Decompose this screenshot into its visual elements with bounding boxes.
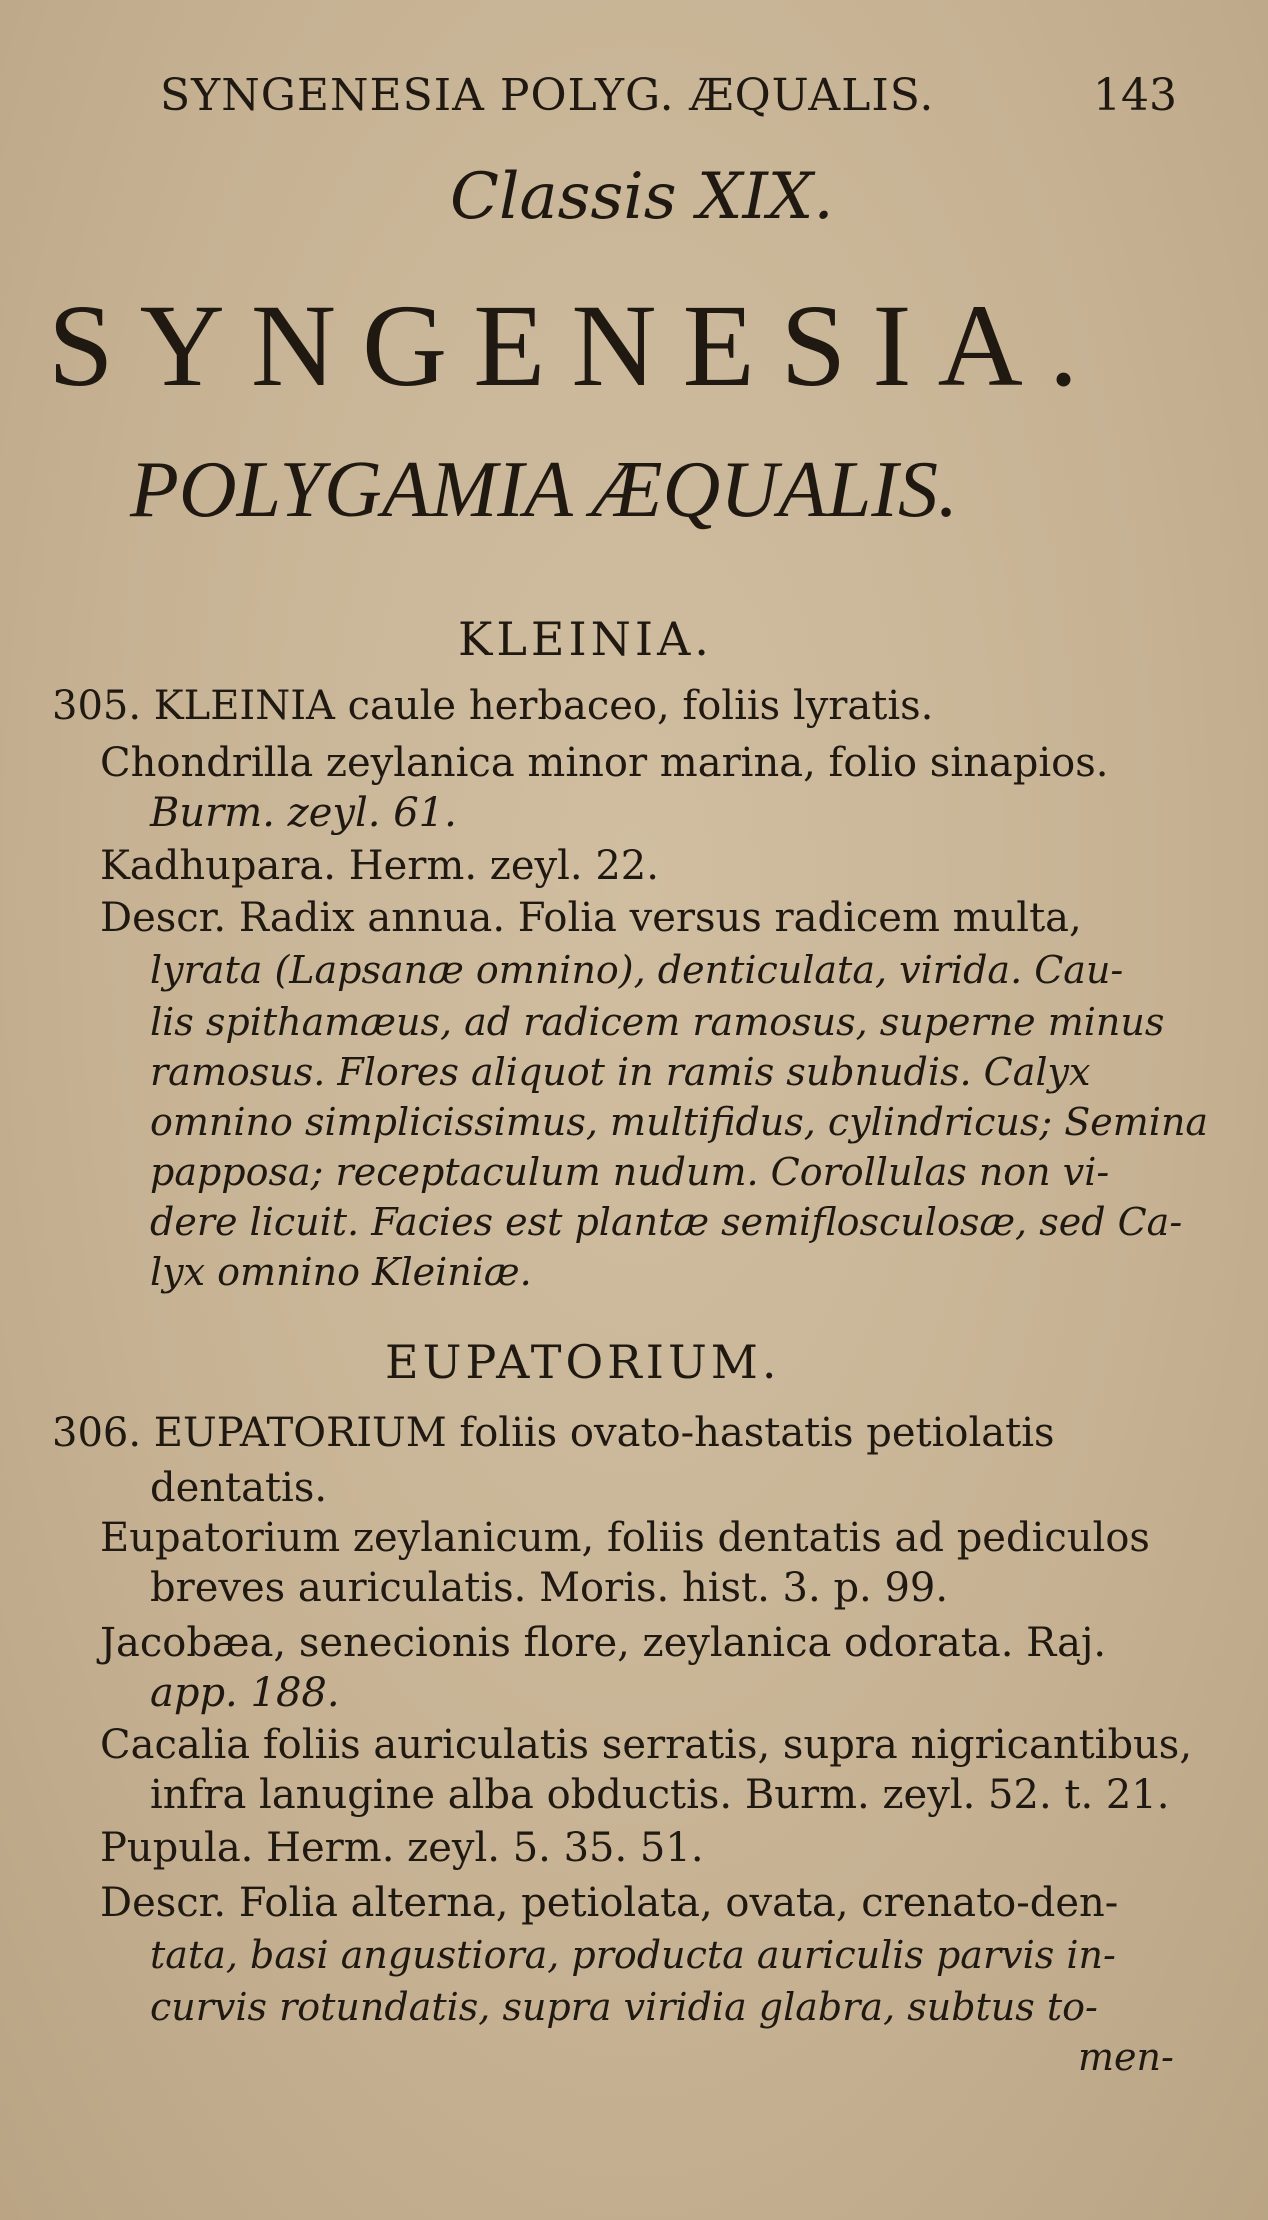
description-line: papposa; receptaculum nudum. Corollulas non vi- [150, 1150, 1110, 1194]
page-number: 143 [1093, 70, 1177, 121]
description-line: tata, basi angustiora, producta auriculis parvis in- [150, 1933, 1116, 1977]
class-title: SYNGENESIA. [48, 280, 1105, 411]
synonym-line: breves auriculatis. Moris. hist. 3. p. 99. [150, 1565, 949, 1611]
description-line: lyrata (Lapsanæ omnino), denticulata, virida. Cau- [150, 948, 1124, 992]
synonym-line: Pupula. Herm. zeyl. 5. 35. 51. [100, 1825, 704, 1871]
description-line: omnino simplicissimus, multifidus, cylindricus; Semina [150, 1100, 1209, 1144]
catchword: men- [1078, 2035, 1174, 2079]
genus-heading-kleinia: KLEINIA. [458, 612, 713, 666]
description-line: ramosus. Flores aliquot in ramis subnudis. Calyx [150, 1050, 1091, 1094]
species-entry-line: dentatis. [150, 1465, 328, 1511]
description-line: curvis rotundatis, supra viridia glabra, subtus to- [150, 1985, 1098, 2029]
synonym-line: Jacobæa, senecionis flore, zeylanica odorata. Raj. [100, 1620, 1107, 1666]
species-entry-306: 306. EUPATORIUM foliis ovato-hastatis petiolatis [52, 1410, 1055, 1456]
description-line: lyx omnino Kleiniæ. [150, 1250, 532, 1294]
classis-heading: Classis XIX. [450, 160, 834, 234]
synonym-line: infra lanugine alba obductis. Burm. zeyl. 52. t. 21. [150, 1772, 1170, 1818]
species-entry-305: 305. KLEINIA caule herbaceo, foliis lyratis. [52, 683, 934, 729]
citation-line: Burm. zeyl. 61. [150, 790, 457, 836]
order-title: POLYGAMIA ÆQUALIS. [130, 446, 959, 534]
description-line: dere licuit. Facies est plantæ semiflosculosæ, sed Ca- [150, 1200, 1183, 1244]
description-line: Descr. Radix annua. Folia versus radicem multa, [100, 895, 1082, 941]
description-line: Descr. Folia alterna, petiolata, ovata, crenato-den- [100, 1880, 1119, 1926]
citation-line: app. 188. [150, 1670, 340, 1716]
genus-heading-eupatorium: EUPATORIUM. [385, 1335, 781, 1389]
synonym-line: Kadhupara. Herm. zeyl. 22. [100, 843, 659, 889]
running-head: SYNGENESIA POLYG. ÆQUALIS. [160, 70, 935, 121]
synonym-line: Cacalia foliis auriculatis serratis, supra nigricantibus, [100, 1722, 1193, 1768]
synonym-line: Eupatorium zeylanicum, foliis dentatis ad pediculos [100, 1515, 1150, 1561]
synonym-line: Chondrilla zeylanica minor marina, folio sinapios. [100, 740, 1109, 786]
description-line: lis spithamæus, ad radicem ramosus, superne minus [150, 1000, 1165, 1044]
